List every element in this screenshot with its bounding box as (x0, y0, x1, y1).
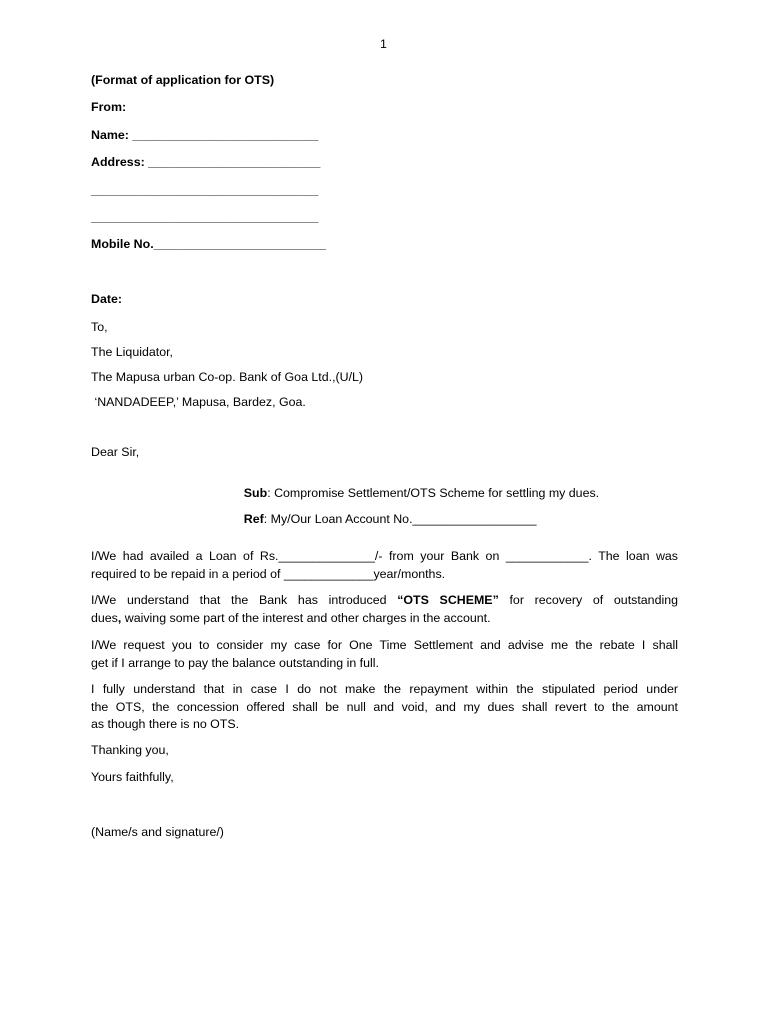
paragraph-line: as though there is no OTS. (91, 717, 240, 731)
paragraph-line: I/We had availed a Loan of Rs.______________/- from your Bank on ____________. The loan was (91, 549, 678, 563)
paragraph-line (91, 610, 678, 628)
text-segment: I/We understand that the Bank has introduced (91, 593, 398, 607)
salutation: Dear Sir, (91, 445, 140, 459)
reference-label: Ref (243, 512, 264, 526)
reference-line (230, 497, 537, 542)
text-segment: for recovery of outstanding (498, 593, 678, 607)
document-heading: (Format of application for OTS) (91, 73, 275, 87)
signature-placeholder: (Name/s and signature/) (91, 825, 224, 839)
closing-thanks: Thanking you, (91, 743, 169, 757)
recipient-address: ‘NANDADEEP,’ Mapusa, Bardez, Goa. (91, 395, 306, 409)
text-segment-bold: , (117, 610, 122, 625)
paragraph-line: I fully understand that in case I do not make the repayment within the stipulated period under (91, 682, 678, 696)
subject-label: Sub (243, 486, 268, 500)
address-field-line: Address: _________________________ (91, 155, 321, 169)
recipient-title: The Liquidator, (91, 345, 173, 359)
paragraph-line: the OTS, the concession offered shall be null and void, and my dues shall revert to the amount (91, 699, 678, 714)
date-label: Date: (91, 292, 122, 306)
address-blank-line-2: _________________________________ (91, 210, 319, 224)
paragraph-line: required to be repaid in a period of _____________year/months. (91, 566, 446, 581)
paragraph-line: I/We request you to consider my case for One Time Settlement and advise me the rebate I shall (91, 638, 678, 652)
name-field-line: Name: ___________________________ (91, 128, 319, 142)
ots-scheme-emphasis: “OTS SCHEME” (397, 593, 499, 607)
paragraph-repayment-terms (91, 681, 678, 734)
closing-yours-faithfully: Yours faithfully, (91, 770, 174, 784)
to-label: To, (91, 320, 108, 334)
mobile-field-line: Mobile No._________________________ (91, 237, 326, 251)
paragraph-line (91, 592, 678, 610)
paragraph-loan-details (91, 548, 678, 583)
text-segment: dues (91, 610, 118, 625)
paragraph-settlement-request (91, 637, 678, 672)
paragraph-ots-scheme (91, 592, 678, 627)
reference-text: : My/Our Loan Account No.__________________ (263, 512, 537, 526)
address-blank-line-1: _________________________________ (91, 183, 319, 197)
from-label: From: (91, 100, 127, 114)
paragraph-line: get if I arrange to pay the balance outstanding in full. (91, 655, 379, 670)
recipient-bank: The Mapusa urban Co-op. Bank of Goa Ltd.,(U/L) (91, 370, 364, 384)
page-number: 1 (380, 37, 387, 51)
text-segment: waiving some part of the interest and other charges in the account. (121, 610, 491, 625)
subject-text: : Compromise Settlement/OTS Scheme for settling my dues. (267, 486, 600, 500)
